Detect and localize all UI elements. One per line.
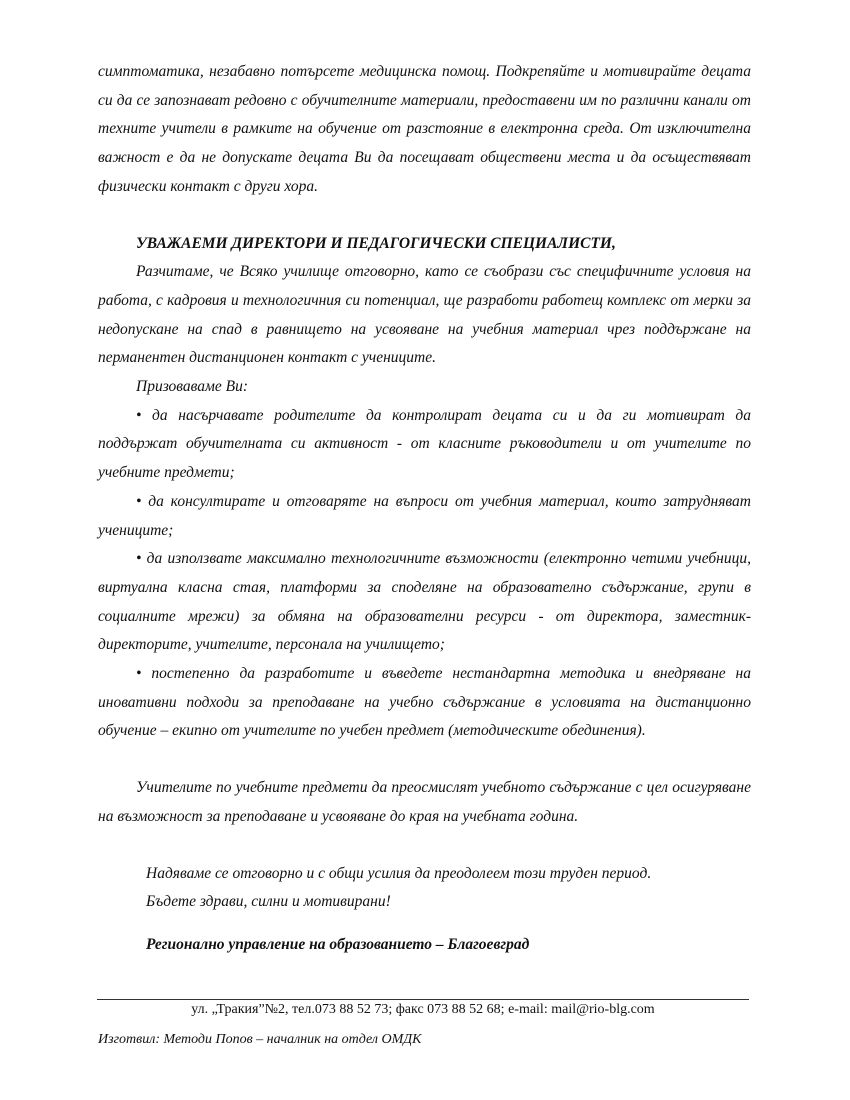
section-heading: УВАЖАЕМИ ДИРЕКТОРИ И ПЕДАГОГИЧЕСКИ СПЕЦИАЛИСТИ, xyxy=(136,234,616,252)
bullet-item: • да използвате максимално технологичните възможности (електронно четими учебници, виртуална класна стая, платформи за споделяне на образователно съдържание, групи в социалните мрежи) за обмяна на образователни ресурси - от директора, заместник-директорите, учителите, персонала на училището; xyxy=(98,550,751,654)
spacer xyxy=(98,917,751,931)
bullet-item: • да консултирате и отговаряте на въпроси от учебния материал, които затрудняват учениците; xyxy=(98,492,751,539)
paragraph-parents: симптоматика, незабавно потърсете медицинска помощ. Подкрепяйте и мотивирайте децата си да се запознават редовно с обучителните материали, предоставени им по различни канали от техните учители в рамките на обучение от разстояние в електронна среда. От изключителна важност е да не допускате децата Ви да посещават обществени места и да осъществяват физически контакт с други хора. xyxy=(98,63,751,195)
paragraph-schools: Разчитаме, че Всяко училище отговорно, като се съобрази със специфичните условия на работа, с кадровия и технологичния си потенциал, ще разработи работещ комплекс от мерки за недопускане на спад в равнището на усвояване на учебния материал чрез поддържане на перманентен дистанционен контакт с учениците. xyxy=(98,263,751,367)
bullet-item: • да насърчавате родителите да контролират децата си и да ги мотивират да поддържат обучителната си активност - от класните ръководители и от учителите по учебните предмети; xyxy=(98,406,751,482)
signature: Регионално управление на образованието – Благоевград xyxy=(146,935,530,953)
appeal-intro: Призоваваме Ви: xyxy=(136,378,249,396)
spacer xyxy=(98,832,751,860)
footer-address: ул. „Тракия”№2, тел.073 88 52 73; факс 073 88 52 68; e-mail: mail@rio-blg.com xyxy=(191,1002,655,1017)
spacer xyxy=(98,746,751,774)
spacer xyxy=(98,202,751,230)
document-body xyxy=(98,58,751,960)
footer-author: Изготвил: Методи Попов – началник на отдел ОМДК xyxy=(98,1032,422,1047)
closing-line: Бъдете здрави, силни и мотивирани! xyxy=(146,893,391,911)
footer-divider xyxy=(97,999,749,1000)
bullet-item: • постепенно да разработите и въведете нестандартна методика и внедряване на иновативни подходи за преподаване на учебно съдържание в условията на дистанционно обучение – екипно от учителите по учебен предмет (методическите обединения). xyxy=(98,665,751,740)
closing-line: Надяваме се отговорно и с общи усилия да преодолеем този труден период. xyxy=(146,864,652,882)
paragraph-teachers: Учителите по учебните предмети да преосмислят учебното съдържание с цел осигуряване на възможност за преподаване и усвояване до края на учебната година. xyxy=(98,779,751,825)
